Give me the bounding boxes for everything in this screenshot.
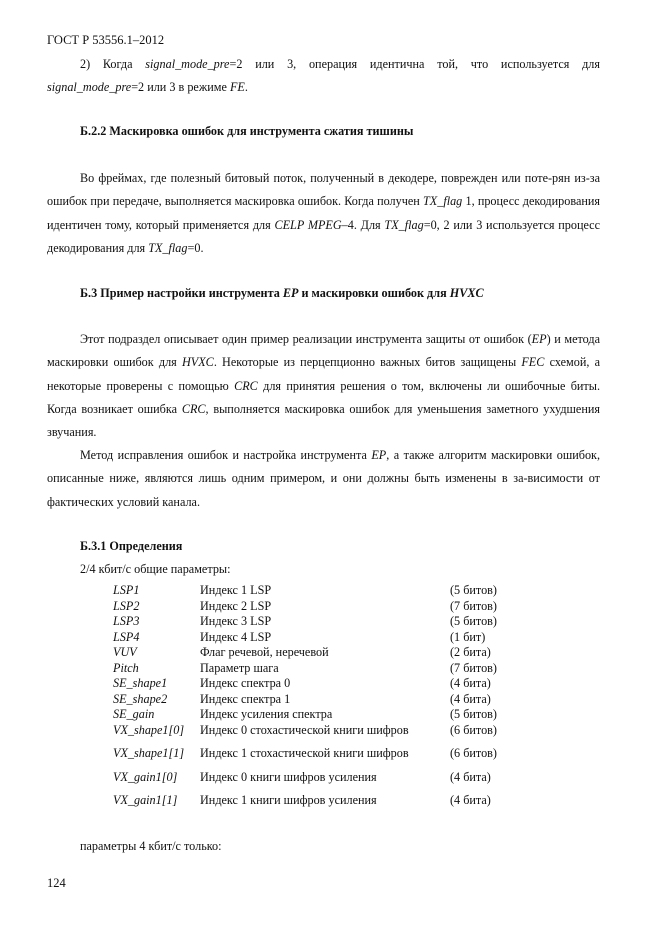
param-description: Индекс 4 LSP [200, 629, 272, 644]
param-row [113, 723, 583, 747]
rich-text: 2) Когда signal_mode_pre=2 или 3, операция идентична той, что используется для signal_mode_pre=2 или 3 в режиме FE. [47, 57, 600, 95]
param-name: VX_gain1[1] [113, 793, 178, 807]
param-description: Индекс 0 стохастической книги шифров [200, 722, 409, 737]
param-bits: (7 битов) [450, 598, 497, 613]
param-row [113, 630, 583, 646]
param-name: VX_shape1[0] [113, 722, 185, 737]
page-number: 124 [47, 876, 66, 890]
param-description: Индекс 2 LSP [200, 598, 272, 613]
param-row [113, 661, 583, 677]
param-name: LSP1 [113, 583, 140, 597]
param-row [113, 746, 583, 770]
param-name: LSP2 [113, 598, 140, 613]
paragraph-b22 [47, 167, 600, 260]
parameter-table [113, 583, 583, 817]
param-description: Индекс спектра 0 [200, 676, 291, 690]
param-row [113, 692, 583, 708]
section-heading-b31: Б.3.1 Определения [80, 539, 183, 553]
param-row [113, 770, 583, 794]
param-bits: (6 битов) [450, 746, 497, 760]
param-bits: (1 бит) [450, 629, 486, 644]
param-row [113, 676, 583, 692]
section-heading-b3 [80, 286, 484, 301]
param-name: Pitch [113, 660, 139, 675]
param-description: Индекс спектра 1 [200, 691, 291, 706]
paragraph-signal-mode [47, 53, 600, 100]
params-intro: 2/4 кбит/с общие параметры: [80, 562, 231, 576]
param-bits: (5 битов) [450, 707, 497, 721]
param-description: Индекс 0 книги шифров усиления [200, 769, 377, 784]
rich-text: Б.3 Пример настройки инструмента EP и маскировки ошибок для HVXC [80, 286, 484, 300]
param-bits: (4 бита) [450, 691, 491, 706]
param-description: Индекс усиления спектра [200, 707, 333, 721]
param-bits: (2 бита) [450, 645, 491, 659]
param-description: Флаг речевой, неречевой [200, 645, 329, 659]
paragraph-b3-1 [47, 328, 600, 444]
param-bits: (5 битов) [450, 583, 497, 597]
param-row [113, 614, 583, 630]
param-name: SE_shape1 [113, 676, 168, 690]
param-name: VUV [113, 645, 137, 659]
param-row [113, 583, 583, 599]
param-bits: (4 бита) [450, 676, 491, 690]
param-row [113, 599, 583, 615]
param-name: VX_gain1[0] [113, 769, 178, 784]
param-bits: (5 битов) [450, 614, 497, 628]
param-description: Индекс 1 стохастической книги шифров [200, 746, 409, 760]
rich-text: Этот подраздел описывает один пример реализации инструмента защиты от ошибок (EP) и метода маскировки ошибок для HVXC. Некоторые из перцепционно важных битов защищены FEC схемой, а некоторые проверены с помощью CRC для принятия решения о том, включены ли ошибочные биты. Когда возникает ошибка CRC, выполняется маскировка ошибок для уменьшения заметного ухудшения звучания. [47, 332, 601, 440]
rich-text: Во фреймах, где полезный битовый поток, полученный в декодере, поврежден или поте-рян из-за ошибок при передаче, выполняется маскировка ошибок. Когда получен TX_flag 1, процесс декодирования идентичен тому, который применяется для CELP MPEG–4. Для TX_flag=0, 2 или 3 используется процесс декодирования для TX_flag=0. [47, 171, 601, 255]
param-name: SE_shape2 [113, 691, 168, 706]
document-header: ГОСТ Р 53556.1–2012 [47, 33, 165, 47]
param-name: LSP4 [113, 629, 140, 644]
param-bits: (4 бита) [450, 793, 491, 807]
param-name: LSP3 [113, 614, 140, 628]
param-bits: (4 бита) [450, 769, 491, 784]
param-row [113, 793, 583, 817]
param-description: Параметр шага [200, 660, 279, 675]
param-row [113, 645, 583, 661]
param-description: Индекс 1 LSP [200, 583, 272, 597]
param-bits: (6 битов) [450, 722, 497, 737]
param-bits: (7 битов) [450, 660, 497, 675]
param-description: Индекс 3 LSP [200, 614, 272, 628]
param-name: VX_shape1[1] [113, 746, 185, 760]
section-heading-b22: Б.2.2 Маскировка ошибок для инструмента сжатия тишины [80, 124, 414, 138]
param-name: SE_gain [113, 707, 155, 721]
param-row [113, 707, 583, 723]
param-description: Индекс 1 книги шифров усиления [200, 793, 377, 807]
paragraph-b3-2 [47, 444, 600, 514]
params-4k-intro: параметры 4 кбит/с только: [80, 839, 222, 853]
rich-text: Метод исправления ошибок и настройка инструмента EP, а также алгоритм маскировки ошибок, описанные ниже, являются лишь одним примером, и они должны быть изменены в за-висимости от фактических условий канала. [47, 448, 601, 509]
